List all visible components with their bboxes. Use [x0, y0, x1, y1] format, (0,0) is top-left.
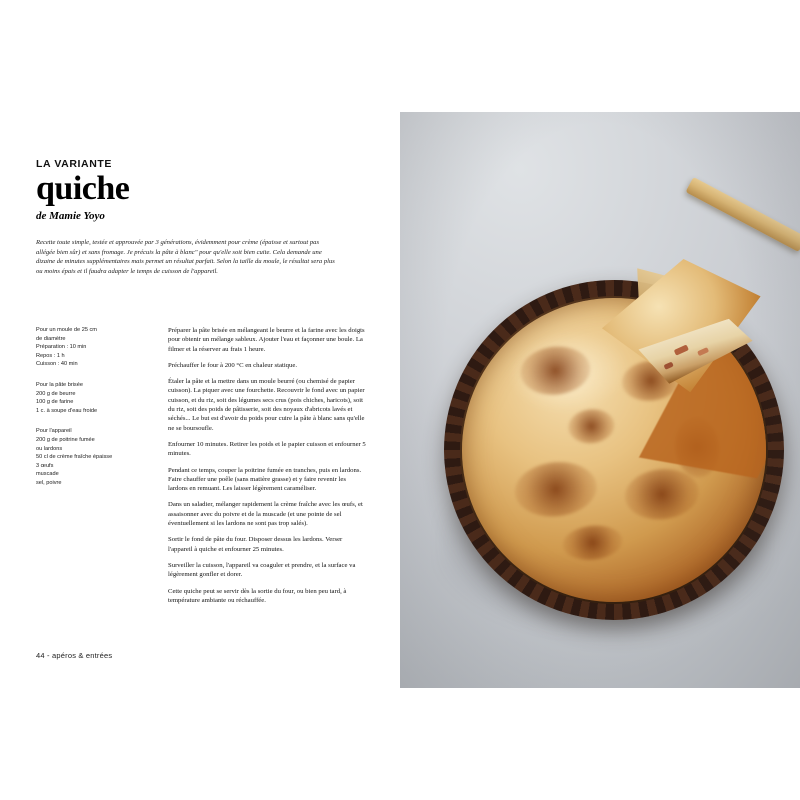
book-spread: [0, 112, 800, 688]
recipe-subtitle: de Mamie Yoyo: [36, 210, 105, 222]
ingredient-line: Cuisson : 40 min: [36, 361, 78, 368]
recipe-steps: [168, 326, 366, 612]
ingredient-line: Préparation : 10 min: [36, 344, 87, 351]
ingredient-line: ou lardons: [36, 445, 63, 452]
ingredient-line: sel, poivre: [36, 479, 62, 486]
recipe-step: Enfourner 10 minutes. Retirer les poids et le papier cuisson et enfourner 5 minutes.: [168, 440, 366, 458]
ingredient-line: 200 g de poitrine fumée: [36, 436, 95, 443]
recipe-step: Pendant ce temps, couper la poitrine fumée en tranches, puis en lardons. Faire chauffer une poêle (sans matière grasse) et y faire revenir les lardons en remuant. Les laisser légèrement caraméliser.: [168, 466, 362, 493]
ingredient-group: [36, 427, 154, 487]
recipe-step: Préparer la pâte brisée en mélangeant le beurre et la farine avec les doigts pour obtenir un mélange sableux. Ajouter l'eau et façonner une boule. La filmer et la réserver au frais 1 heure.: [168, 327, 365, 353]
ingredient-line: Repos : 1 h: [36, 352, 65, 359]
page-folio: 44 - apéros & entrées: [36, 651, 113, 660]
ingredient-line: 100 g de farine: [36, 399, 74, 406]
ingredient-group-heading: Pour l'appareil: [36, 428, 72, 435]
recipe-step: Dans un saladier, mélanger rapidement la crème fraîche avec les œufs, et assaisonner avec du poivre et de la muscade (et une pointe de sel éventuellement si les lardons ne sont pas trop salés).: [168, 501, 363, 528]
recipe-step: Étaler la pâte et la mettre dans un moule beurré (ou chemisé de papier cuisson). La piquer avec une fourchette. Recouvrir le fond avec un papier cuisson, et du riz, soit des légumes secs crus (pois chiches, haricots), soit du riz, soit des poids de pâtisserie, soit des noyaux d'abricots lavés et séchés... Le but est d'avoir du poids pour cuire la pâte à blanc sans qu'elle ne se boursoufle.: [168, 378, 365, 432]
recipe-title: quiche: [36, 170, 130, 207]
left-page: [0, 112, 400, 688]
recipe-intro: [36, 238, 336, 276]
ingredient-line: 1 c. à soupe d'eau froide: [36, 407, 98, 414]
ingredient-line: 3 œufs: [36, 462, 54, 469]
ingredient-line: 50 cl de crème fraîche épaisse: [36, 454, 113, 461]
ingredient-group: [36, 326, 154, 369]
ingredient-line: 200 g de beurre: [36, 390, 76, 397]
ingredient-line: muscade: [36, 471, 59, 478]
quiche-browning-spot: [567, 407, 616, 446]
ingredient-group-heading: Pour un moule de 25 cm: [36, 327, 97, 333]
recipe-step: Préchauffer le four à 200 °C en chaleur statique.: [168, 361, 298, 369]
recipe-heading: [36, 158, 336, 222]
recipe-intro-text: Recette toute simple, testée et approuvée par 3 générations, évidemment pour crème (épaisse et surtout pas allégée bien sûr) et sans fromage. Je précuis la pâte à blanc" pour qu'elle soit bien cuite. Cela demande une dizaine de minutes supplémentaires mais permet un résultat parfait. Selon la taille du moule, le résultat sera plus ou moins épais et il faudra adapter le temps de cuisson de l'appareil.: [36, 239, 335, 275]
ingredient-group: [36, 381, 154, 415]
ingredients-column: [36, 326, 154, 500]
ingredient-line: de diamètre: [36, 335, 66, 342]
right-page-photo: [400, 112, 800, 688]
quiche-browning-spot: [561, 523, 624, 563]
ingredient-group-heading: Pour la pâte brisée: [36, 381, 83, 388]
recipe-step: Cette quiche peut se servir dès la sortie du four, ou bien peu tard, à température ambiante ou réchauffée.: [168, 587, 347, 604]
quiche-browning-spot: [512, 458, 599, 520]
recipe-kicker: LA VARIANTE: [36, 158, 113, 170]
recipe-step: Sortir le fond de pâte du four. Disposer dessus les lardons. Verser l'appareil à quiche et enfourner 25 minutes.: [168, 536, 343, 553]
recipe-step: Surveiller la cuisson, l'appareil va coaguler et prendre, et la surface va légèrement gonfler et dorer.: [168, 561, 356, 579]
